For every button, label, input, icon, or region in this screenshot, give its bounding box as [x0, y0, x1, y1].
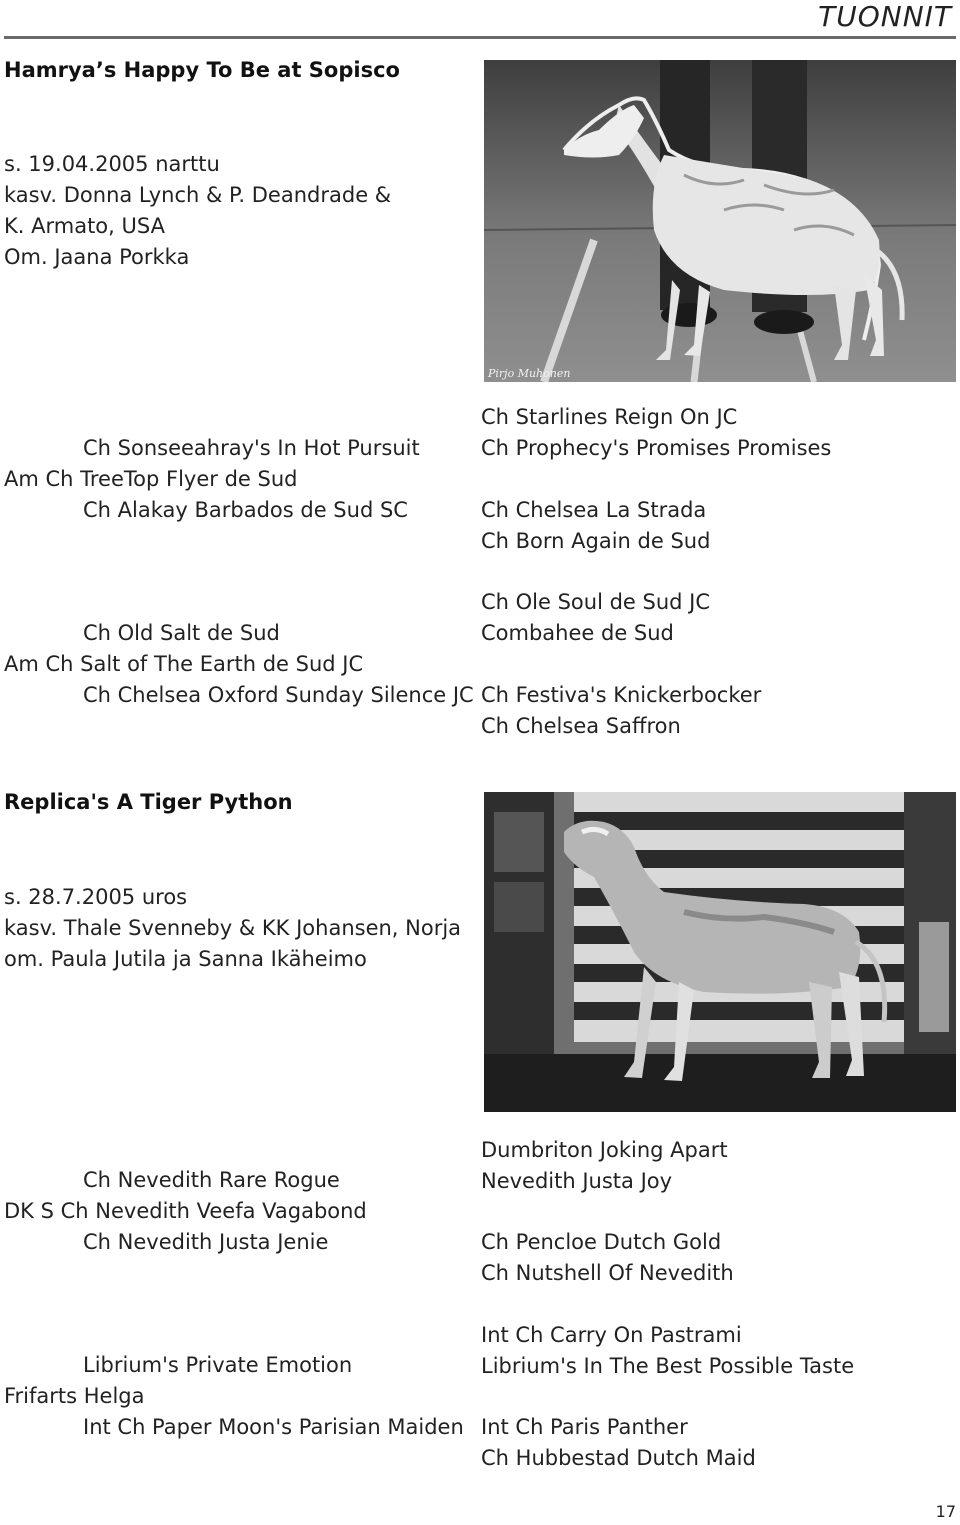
dog1-gen3-7: Ch Festiva's Knickerbocker	[481, 683, 762, 707]
dog2-dam-dam: Int Ch Paper Moon's Parisian Maiden	[83, 1415, 464, 1439]
dog2-gen3-5: Int Ch Carry On Pastrami	[481, 1323, 742, 1347]
header-rule	[4, 36, 956, 39]
dog1-gen3-3: Ch Chelsea La Strada	[481, 498, 707, 522]
dog2-sire-sire: Ch Nevedith Rare Rogue	[83, 1168, 340, 1192]
dog2-gen3-1: Dumbriton Joking Apart	[481, 1138, 728, 1162]
dog2-info	[4, 882, 461, 975]
dog2-photo-image	[484, 792, 956, 1112]
dog1-gen3-2: Ch Prophecy's Promises Promises	[481, 436, 832, 460]
dog2-info-owner: om. Paula Jutila ja Sanna Ikäheimo	[4, 947, 367, 971]
dog1-gen3-8: Ch Chelsea Saffron	[481, 714, 681, 738]
dog2-gen3-6: Librium's In The Best Possible Taste	[481, 1354, 855, 1378]
dog2-gen3-4: Ch Nutshell Of Nevedith	[481, 1261, 734, 1285]
page-number: 17	[935, 1502, 956, 1521]
dog2-photo	[484, 792, 956, 1112]
dog1-info-breeder-cont: K. Armato, USA	[4, 214, 165, 238]
dog1-gen3-4: Ch Born Again de Sud	[481, 529, 711, 553]
dog2-sire-dam: Ch Nevedith Justa Jenie	[83, 1230, 329, 1254]
dog1-sire-dam: Ch Alakay Barbados de Sud SC	[83, 498, 408, 522]
dog2-sire: DK S Ch Nevedith Veefa Vagabond	[4, 1199, 367, 1223]
dog2-gen3-8: Ch Hubbestad Dutch Maid	[481, 1446, 756, 1470]
dog1-gen3-5: Ch Ole Soul de Sud JC	[481, 590, 711, 614]
dog1-dam-dam: Ch Chelsea Oxford Sunday Silence JC	[83, 683, 474, 707]
dog2-gen3-7: Int Ch Paris Panther	[481, 1415, 688, 1439]
dog1-gen3-6: Combahee de Sud	[481, 621, 674, 645]
dog1-gen3-1: Ch Starlines Reign On JC	[481, 405, 738, 429]
dog2-info-breeder: kasv. Thale Svenneby & KK Johansen, Norja	[4, 916, 462, 940]
dog1-sire: Am Ch TreeTop Flyer de Sud	[4, 467, 298, 491]
section-label: TUONNIT	[818, 0, 952, 33]
dog1-photo-credit: Pirjo Muhonen	[488, 367, 571, 380]
dog1-info-breeder: kasv. Donna Lynch & P. Deandrade &	[4, 183, 392, 207]
dog1-sire-sire: Ch Sonseeahray's In Hot Pursuit	[83, 436, 420, 460]
dog2-dam: Frifarts Helga	[4, 1384, 145, 1408]
dog1-info	[4, 149, 391, 273]
dog1-dam: Am Ch Salt of The Earth de Sud JC	[4, 652, 364, 676]
dog1-info-birth: s. 19.04.2005 narttu	[4, 152, 220, 176]
dog2-gen3-2: Nevedith Justa Joy	[481, 1169, 673, 1193]
dog1-photo	[484, 60, 956, 382]
dog1-info-owner: Om. Jaana Porkka	[4, 245, 190, 269]
dog1-photo-image	[484, 60, 956, 382]
dog1-dam-sire: Ch Old Salt de Sud	[83, 621, 280, 645]
dog2-info-birth: s. 28.7.2005 uros	[4, 885, 188, 909]
dog2-name: Replica's A Tiger Python	[4, 790, 293, 814]
dog1-name: Hamrya’s Happy To Be at Sopisco	[4, 58, 400, 82]
dog2-dam-sire: Librium's Private Emotion	[83, 1353, 353, 1377]
dog2-gen3-3: Ch Pencloe Dutch Gold	[481, 1230, 722, 1254]
